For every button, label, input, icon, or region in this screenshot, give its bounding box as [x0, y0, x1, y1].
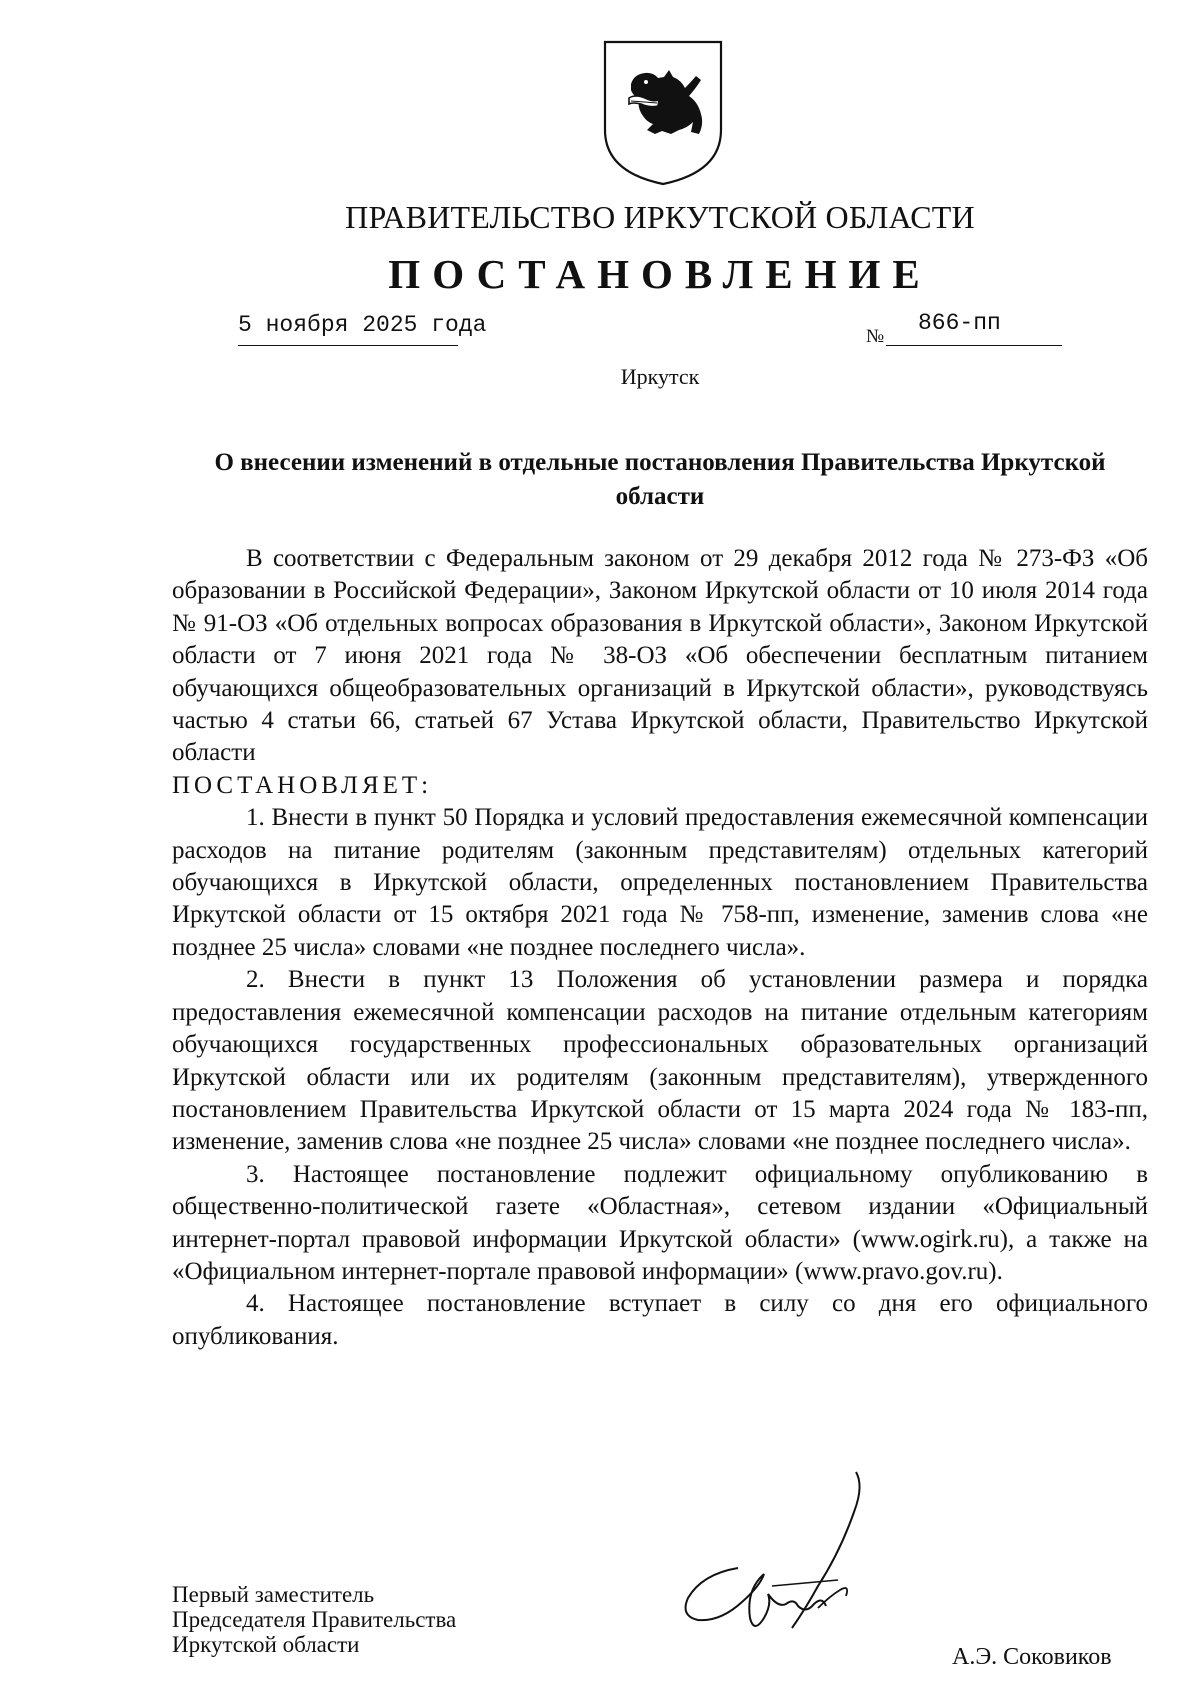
handwritten-signature: [668, 1468, 874, 1644]
coat-of-arms-emblem: [601, 38, 725, 188]
item-paragraph-4: 4. Настоящее постановление вступает в силу со дня его официального опубликования.: [172, 1290, 1148, 1350]
signer-name: А.Э. Соковиков: [952, 1644, 1112, 1670]
document-kind-heading: ПОСТАНОВЛЕНИЕ: [388, 251, 932, 297]
preamble-paragraph: В соответствии с Федеральным законом от 29 декабря 2012 года № 273-ФЗ «Об образовании в Российской Федерации», Законом Иркутской области от 10 июля 2014 года № 91-ОЗ «Об отдельных вопросах образования в Иркутской области», Законом Иркутской области от 7 июня 2021 года № 38-ОЗ «Об обеспечении бесплатным питанием обучающихся общеобразовательных организаций в Иркутской области», руководствуясь частью 4 статьи 66, статьей 67 Устава Иркутской области, Правительство Иркутской области: [172, 545, 1148, 767]
item-paragraph-2: 2. Внести в пункт 13 Положения об установлении размера и порядка предоставления ежемесячной компенсации расходов на питание отдельным категориям обучающихся государственных профессиональных образовательных организаций Иркутской области или их родителям (законным представителям), утвержденного постановлением Правительства Иркутской области от 15 марта 2024 года № 183-пп, изменение, заменив слова «не позднее 25 числа» словами «не позднее последнего числа».: [172, 966, 1148, 1156]
signer-position-line-2: Председателя Правительства: [172, 1607, 457, 1632]
item-paragraph-1: 1. Внести в пункт 50 Порядка и условий предоставления ежемесячной компенсации расходов на питание родителям (законным представителям) отдельных категорий обучающихся в Иркутской области, определенных постановлением Правительства Иркутской области от 15 октября 2021 года № 758-пп, изменение, заменив слова «не позднее 25 числа» словами «не позднее последнего числа».: [172, 804, 1148, 961]
resolves-heading: ПОСТАНОВЛЯЕТ:: [172, 771, 433, 799]
document-body: [172, 543, 1148, 1353]
date-underline: [238, 345, 458, 346]
number-underline: [886, 345, 1062, 346]
signer-position-line-3: Иркутской области: [172, 1632, 360, 1657]
signer-position: [172, 1582, 456, 1657]
item-paragraph-3: 3. Настоящее постановление подлежит официальному опубликованию в общественно-политической газете «Областная», сетевом издании «Официальный интернет-портал правовой информации Иркутской области» (www.ogirk.ru), а также на «Официальном интернет-портале правовой информации» (www.pravo.gov.ru).: [172, 1160, 1148, 1285]
document-number: 866-пп: [918, 310, 1001, 336]
document-subject: О внесении изменений в отдельные постановления Правительства Иркутской области: [214, 449, 1106, 510]
document-date: 5 ноября 2025 года: [238, 312, 487, 338]
signer-position-line-1: Первый заместитель: [172, 1582, 375, 1607]
number-sign: №: [866, 326, 885, 347]
city-label: Иркутск: [620, 364, 700, 389]
org-title: ПРАВИТЕЛЬСТВО ИРКУТСКОЙ ОБЛАСТИ: [345, 199, 975, 235]
